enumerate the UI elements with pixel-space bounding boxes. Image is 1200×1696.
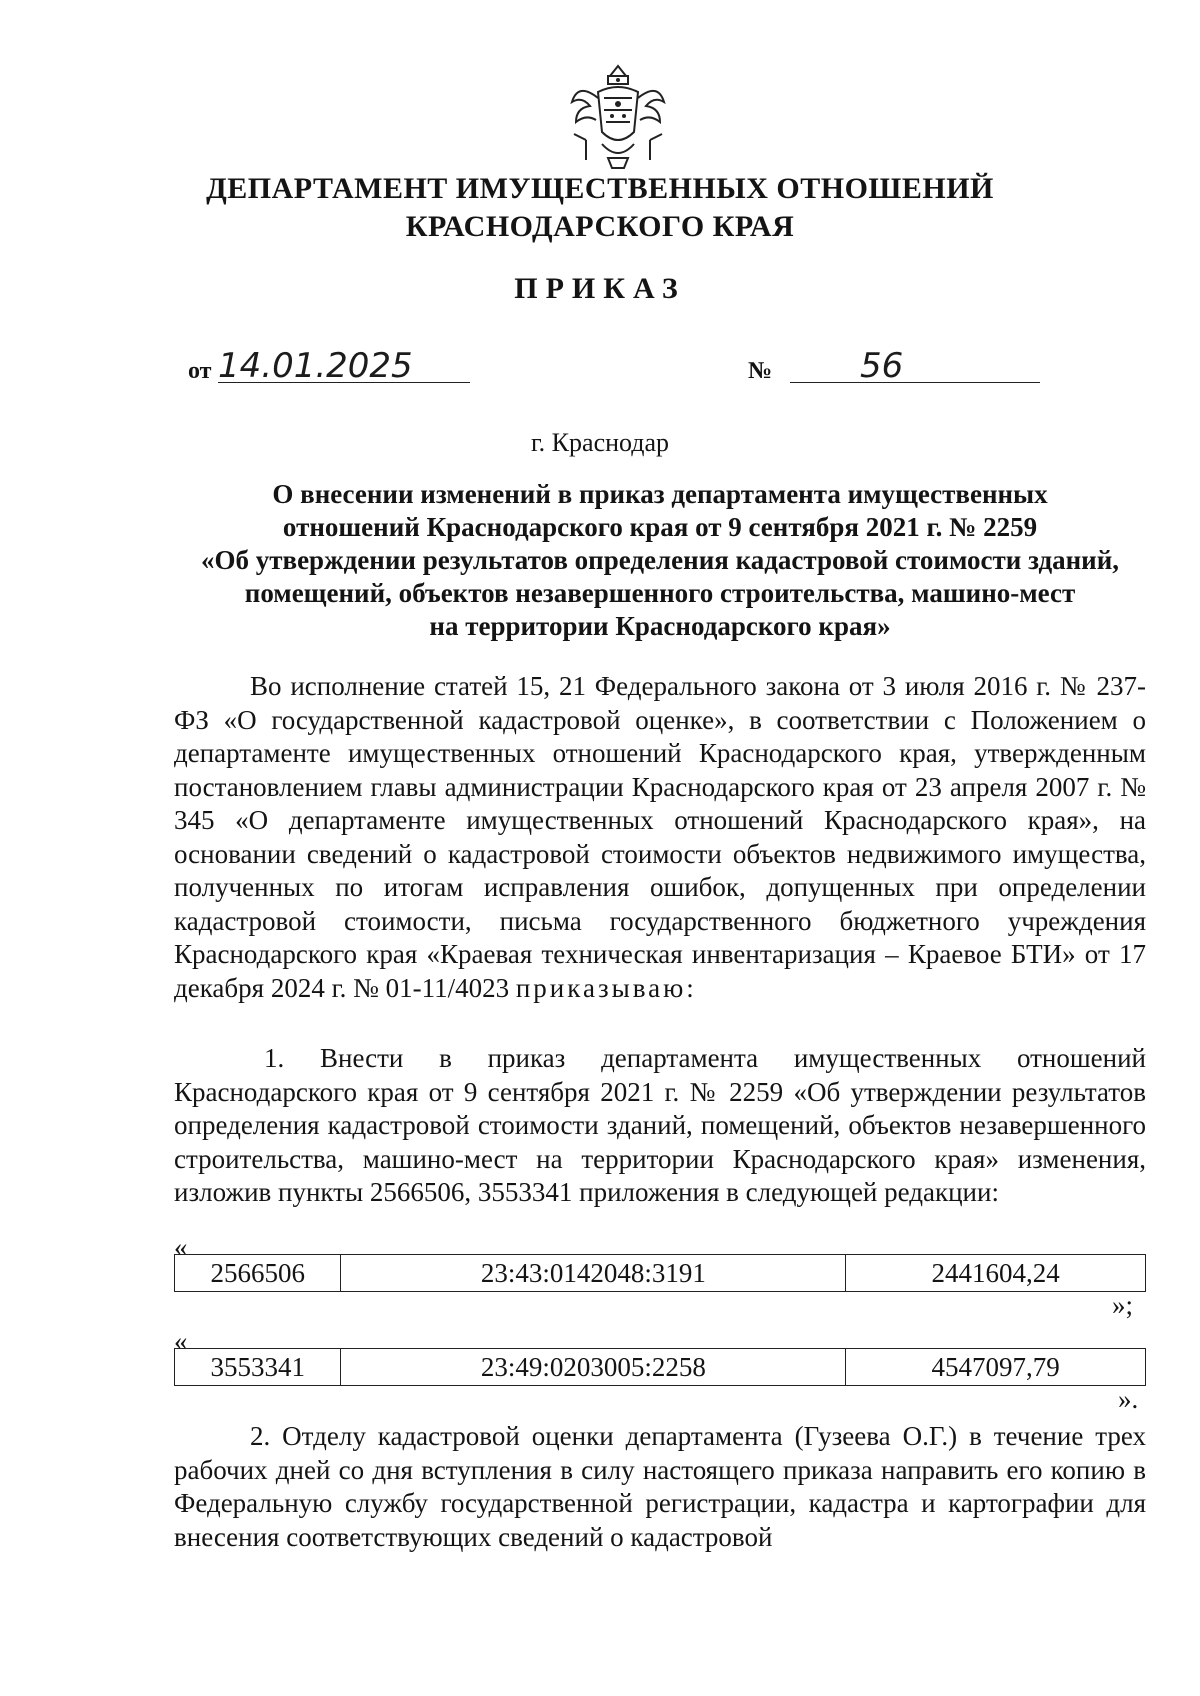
cadastral-cost-cell: 4547097,79 — [846, 1349, 1146, 1386]
quote-open: « — [174, 1232, 188, 1262]
cadastral-number-cell: 23:43:0142048:3191 — [341, 1255, 846, 1292]
number-underline — [790, 382, 1040, 383]
order-item-1: 1. Внести в приказ департамента имущественных отношений Краснодарского края от 9 сентября 2021 г. № 2259 «Об утверждении результатов определения кадастровой стоимости зданий, помещений, объектов незавершенного строительства, машино-мест на территории Краснодарского края» изменения, изложив пункты 2566506, 3553341 приложения в следующей редакции: — [174, 1043, 1146, 1207]
quote-close: ». — [1118, 1384, 1139, 1414]
number-label: № — [748, 358, 773, 384]
item-number-cell: 3553341 — [175, 1349, 341, 1386]
city: г. Краснодар — [530, 428, 670, 457]
department-name-line2: КРАСНОДАРСКОГО КРАЯ — [405, 210, 795, 243]
title-line: на территории Краснодарского края» — [429, 611, 891, 641]
cadastral-table-2 — [174, 1348, 1146, 1386]
title-line: отношений Краснодарского края от 9 сентября 2021 г. № 2259 — [282, 512, 1038, 542]
cadastral-table-1 — [174, 1254, 1146, 1292]
document-type: ПРИКАЗ — [514, 272, 686, 305]
title-line: «Об утверждении результатов определения кадастровой стоимости зданий, — [200, 545, 1120, 575]
title-line: О внесении изменений в приказ департамента имущественных — [272, 479, 1048, 509]
document-title — [170, 478, 1150, 643]
quote-open: « — [174, 1326, 188, 1356]
title-line: помещений, объектов незавершенного строительства, машино-мест — [244, 578, 1076, 608]
preamble-paragraph — [174, 670, 1146, 1005]
table-row — [175, 1349, 1146, 1386]
order-item-2: 2. Отделу кадастровой оценки департамента (Гузеева О.Г.) в течение трех рабочих дней со дня вступления в силу настоящего приказа направить его копию в Федеральную службу государственной регистрации, кадастра и картографии для внесения соответствующих сведений о кадастровой — [174, 1421, 1146, 1552]
order-keyword: приказываю: — [515, 972, 697, 1003]
quote-close: »; — [1112, 1290, 1134, 1320]
cadastral-cost-cell: 2441604,24 — [846, 1255, 1146, 1292]
preamble-text: Во исполнение статей 15, 21 Федерального закона от 3 июля 2016 г. № 237-ФЗ «О государственной кадастровой оценке», в соответствии с Положением о департаменте имущественных отношений Краснодарского края, утвержденным постановлением главы администрации Краснодарского края от 23 апреля 2007 г. № 345 «О департаменте имущественных отношений Краснодарского края», на основании сведений о кадастровой стоимости объектов недвижимого имущества, полученных по итогам исправления ошибок, допущенных при определении кадастровой стоимости, письма государственного бюджетного учреждения Краснодарского края «Краевая техническая инвентаризация – Краевое БТИ» от 17 декабря 2024 г. № 01-11/4023 — [174, 671, 1146, 1003]
date-label: от — [188, 358, 212, 384]
date-value: 14.01.2025 — [218, 346, 413, 386]
coat-of-arms-icon — [568, 62, 668, 172]
cadastral-number-cell: 23:49:0203005:2258 — [341, 1349, 846, 1386]
item-number-cell: 2566506 — [175, 1255, 341, 1292]
number-value: 56 — [860, 346, 904, 386]
department-name-line1: ДЕПАРТАМЕНТ ИМУЩЕСТВЕННЫХ ОТНОШЕНИЙ — [206, 172, 994, 205]
table-row — [175, 1255, 1146, 1292]
